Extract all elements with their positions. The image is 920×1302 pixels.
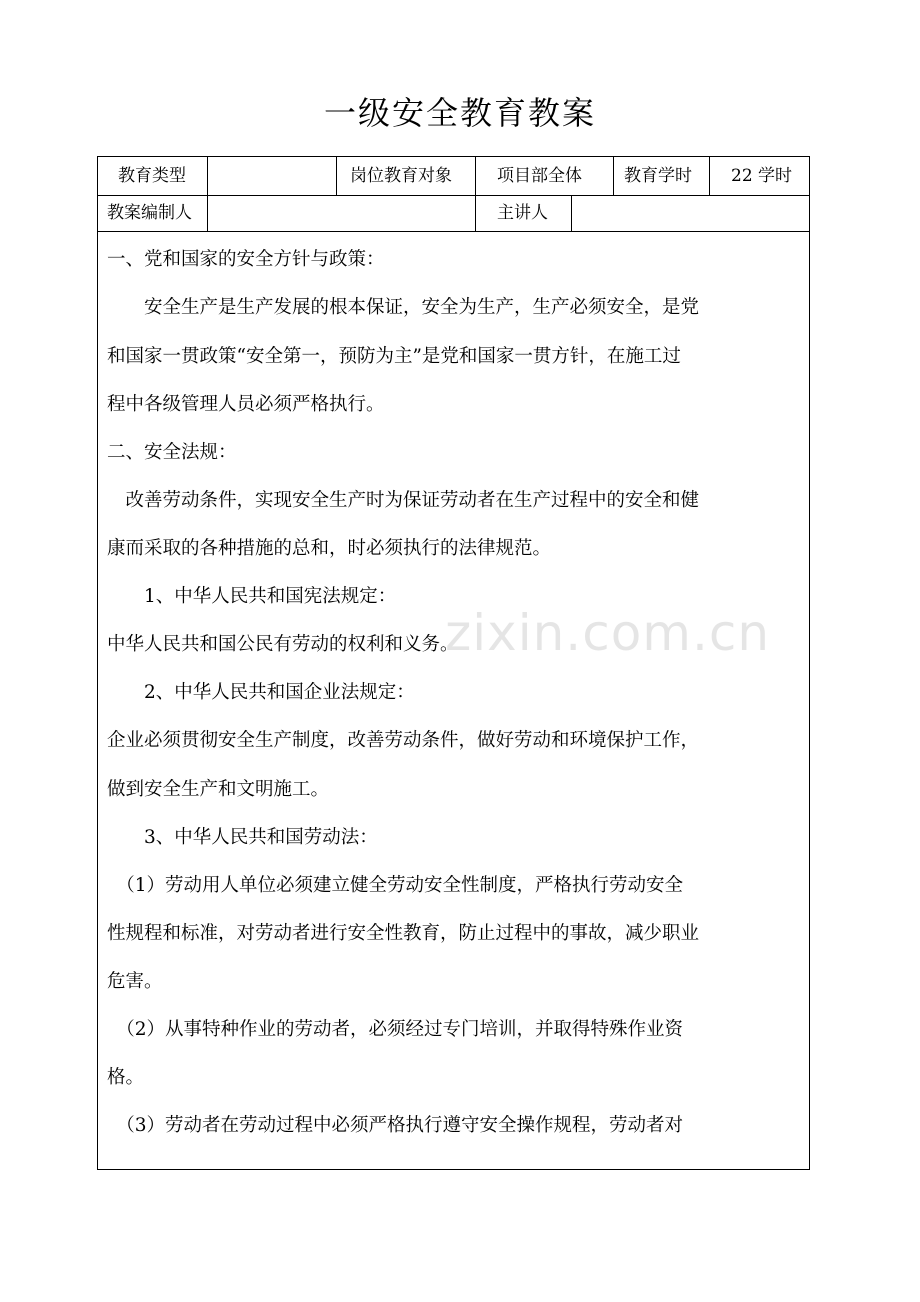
lesson-author-label: 教案编制人 <box>107 203 192 223</box>
paragraph-line: 康而采取的各种措施的总和，时必须执行的法律规范。 <box>107 538 552 559</box>
education-target-label: 岗位教育对象 <box>350 166 452 186</box>
document-title: 一级安全教育教案 <box>323 94 596 132</box>
paragraph-line: （3）劳动者在劳动过程中必须严格执行遵守安全操作规程，劳动者对 <box>107 1115 684 1136</box>
education-hours-label: 教育学时 <box>624 166 692 186</box>
lesson-body <box>107 0 807 1160</box>
paragraph-line: 中华人民共和国公民有劳动的权利和义务。 <box>107 634 459 655</box>
speaker-label: 主讲人 <box>497 203 548 223</box>
subsection-heading: 2、中华人民共和国企业法规定： <box>107 682 415 703</box>
education-type-label: 教育类型 <box>118 166 186 186</box>
paragraph-line: 和国家一贯政策“安全第一，预防为主”是党和国家一贯方针，在施工过 <box>107 346 681 367</box>
paragraph-line: 程中各级管理人员必须严格执行。 <box>107 394 385 415</box>
subsection-heading: 1、中华人民共和国宪法规定： <box>107 586 397 607</box>
paragraph-line: 危害。 <box>107 971 163 992</box>
subsection-heading: 3、中华人民共和国劳动法： <box>107 827 378 848</box>
section-heading: 二、安全法规： <box>107 442 237 463</box>
paragraph-line: 改善劳动条件，实现安全生产时为保证劳动者在生产过程中的安全和健 <box>107 490 700 511</box>
education-hours-value: 22 学时 <box>731 166 793 186</box>
paragraph-line: （1）劳动用人单位必须建立健全劳动安全性制度，严格执行劳动安全 <box>107 875 684 896</box>
paragraph-line: 企业必须贯彻安全生产制度，改善劳动条件，做好劳动和环境保护工作， <box>107 730 700 751</box>
paragraph-line: 性规程和标准，对劳动者进行安全性教育，防止过程中的事故，减少职业 <box>107 923 700 944</box>
section-heading: 一、党和国家的安全方针与政策： <box>107 249 385 270</box>
watermark: zixin.com.cn <box>445 604 771 662</box>
education-target-value: 项目部全体 <box>497 166 582 186</box>
paragraph-line: 格。 <box>107 1067 145 1088</box>
paragraph-line: （2）从事特种作业的劳动者，必须经过专门培训，并取得特殊作业资 <box>107 1019 684 1040</box>
paragraph-line: 做到安全生产和文明施工。 <box>107 779 330 800</box>
paragraph-line: 安全生产是生产发展的根本保证，安全为生产，生产必须安全，是党 <box>107 297 700 318</box>
